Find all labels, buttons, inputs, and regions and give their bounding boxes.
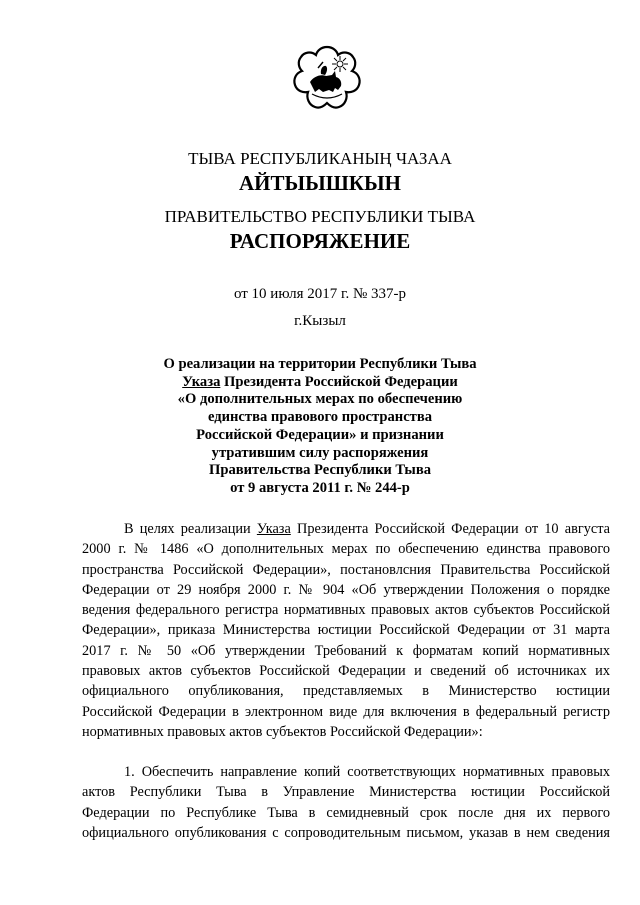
item-1-paragraph (82, 762, 610, 843)
document-date-number: от 10 июля 2017 г. № 337-р (233, 286, 407, 302)
paragraph-line: Федерации по Республике Тыва в семидневный срок после дня их первого (82, 804, 610, 821)
paragraph-line (82, 519, 610, 539)
paragraph-line: 2000 г. № 1486 «О дополнительных мерах по обеспечению единства правового (82, 541, 610, 558)
tuvan-government-title: ТЫВА РЕСПУБЛИКАНЫҢ ЧАЗАА (188, 149, 452, 168)
decree-link[interactable]: Указа (182, 373, 221, 390)
paragraph-line: Российской Федерации в электронном виде для включения в федеральный регистр (82, 703, 610, 720)
government-title: ПРАВИТЕЛЬСТВО РЕСПУБЛИКИ ТЫВА (164, 207, 476, 226)
paragraph-line: 2017 г. № 50 «Об утверждении Требований к форматам копий нормативных (82, 642, 610, 659)
paragraph-line: Федерации от 29 ноября 2000 г. № 904 «Об утверждении Положения о порядке (82, 581, 610, 598)
title-line: от 9 августа 2011 г. № 244-р (230, 479, 410, 496)
title-line: Российской Федерации» и признании (196, 426, 444, 443)
document-city: г.Кызыл (294, 313, 346, 329)
preamble-paragraph (82, 519, 610, 742)
paragraph-line: пространства Российской Федерации», постановлсния Правительства Российской (82, 561, 610, 578)
decree-link[interactable]: Указа (256, 521, 291, 537)
tuvan-document-type: АЙТЫЫШКЫН (239, 171, 401, 195)
paragraph-line: ведения федерального регистра нормативных правовых актов субъектов Российской (82, 602, 610, 619)
document-title (140, 356, 500, 498)
title-line: единства правового пространства (207, 409, 433, 426)
paragraph-line: Федерации», приказа Министерства юстиции Российской Федерации от 31 марта (82, 622, 610, 639)
title-line (140, 374, 500, 392)
paragraph-text: Президента Российской Федерации от 10 августа (290, 521, 610, 537)
paragraph-line: нормативных правовых актов субъектов Российской Федерации»: (82, 723, 483, 740)
title-line: О реализации на территории Республики Тыва (163, 356, 477, 372)
paragraph-text: В целях реализации (124, 521, 257, 537)
paragraph-line: официального опубликования с сопроводительным письмом, указав в нем сведения (82, 824, 610, 841)
title-line: Правительства Республики Тыва (208, 462, 432, 479)
document-type: РАСПОРЯЖЕНИЕ (229, 229, 411, 253)
title-line: «О дополнительных мерах по обеспечению (177, 391, 463, 408)
coat-of-arms-emblem (288, 44, 366, 118)
paragraph-line: актов Республики Тыва в Управление Министерства юстиции Российской (82, 784, 610, 801)
title-line: утратившим силу распоряжения (211, 444, 429, 461)
paragraph-line: 1. Обеспечить направление копий соответствующих нормативных правовых (124, 764, 610, 780)
title-line-text: Президента Российской Федерации (220, 373, 458, 390)
paragraph-line: официального опубликования, представляемых в Министерство юстиции (82, 683, 610, 700)
paragraph-line: правовых актов субъектов Российской Федерации и сведений об источниках их (82, 663, 610, 680)
